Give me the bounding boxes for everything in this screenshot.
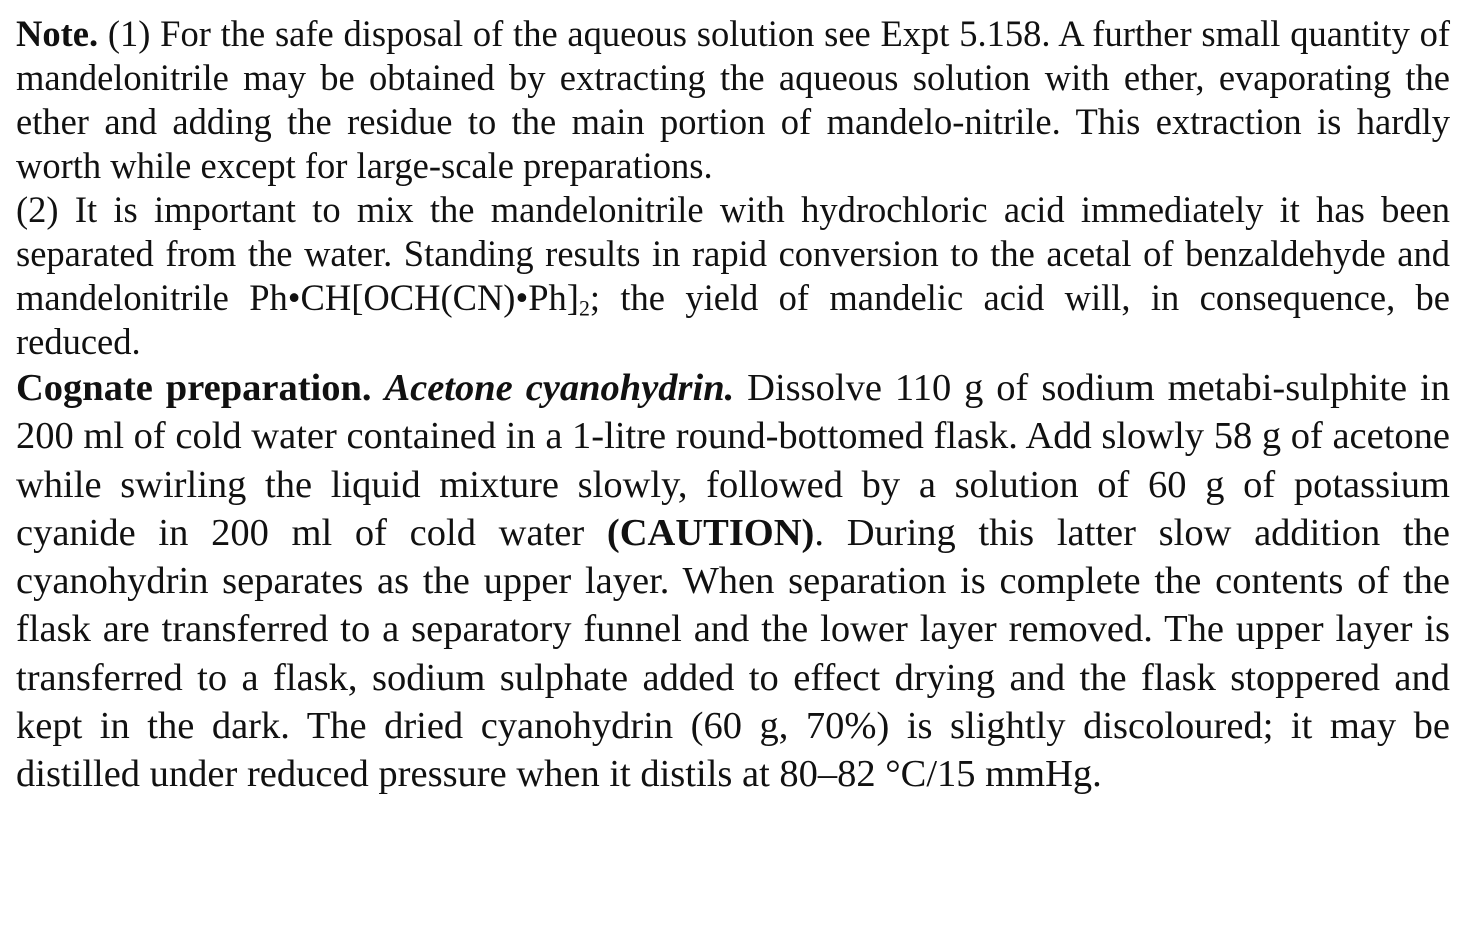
cognate-label: Cognate preparation. xyxy=(16,367,372,409)
note-label: Note. xyxy=(16,13,99,54)
caution-label: (CAUTION) xyxy=(606,511,815,554)
note-point-2-text-end: ; the yield of mandelic acid will, in consequence, be reduced. xyxy=(16,277,1451,362)
cognate-text-1: Dissolve 110 g of sodium metabi-sulphite in 200 ml of cold water contained in a 1-litre round-bottomed flask. Add slowly 58 g of acetone while swirling the liquid mixture slowly, followed by a solution of 60 g of potassium cyanide in 200 ml of cold water xyxy=(16,367,1451,554)
cognate-preparation-paragraph xyxy=(16,364,1450,799)
cognate-text-2: . During this latter slow addition the cyanohydrin separates as the upper layer. When separation is complete the contents of the flask are transferred to a separatory funnel and the lower layer removed. The upper layer is transferred to a flask, sodium sulphate added to effect drying and the flask stoppered and kept in the dark. The dried cyanohydrin (60 g, 70%) is slightly discoloured; it may be distilled under reduced pressure when it distils at 80–82 °C/15 mmHg. xyxy=(16,511,1451,796)
note-paragraph-1 xyxy=(16,12,1450,188)
note-point-1-text: (1) For the safe disposal of the aqueous solution see Expt 5.158. A further small quantity of mandelonitrile may be obtained by extracting the aqueous solution with ether, evaporating the ether and adding the residue to the main portion of mandelo-nitrile. This extraction is hardly worth while except for large-scale preparations. xyxy=(16,13,1450,186)
formula-subscript: 2 xyxy=(578,295,590,321)
document-page xyxy=(16,12,1450,799)
compound-name: Acetone cyanohydrin. xyxy=(384,367,735,409)
note-paragraph-2 xyxy=(16,188,1450,364)
note-point-2-text: (2) It is important to mix the mandelonitrile with hydrochloric acid immediately it has been separated from the water. Standing results in rapid conversion to the acetal of benzaldehyde and mandelonitrile Ph•CH[OCH(CN)•Ph] xyxy=(16,189,1450,318)
